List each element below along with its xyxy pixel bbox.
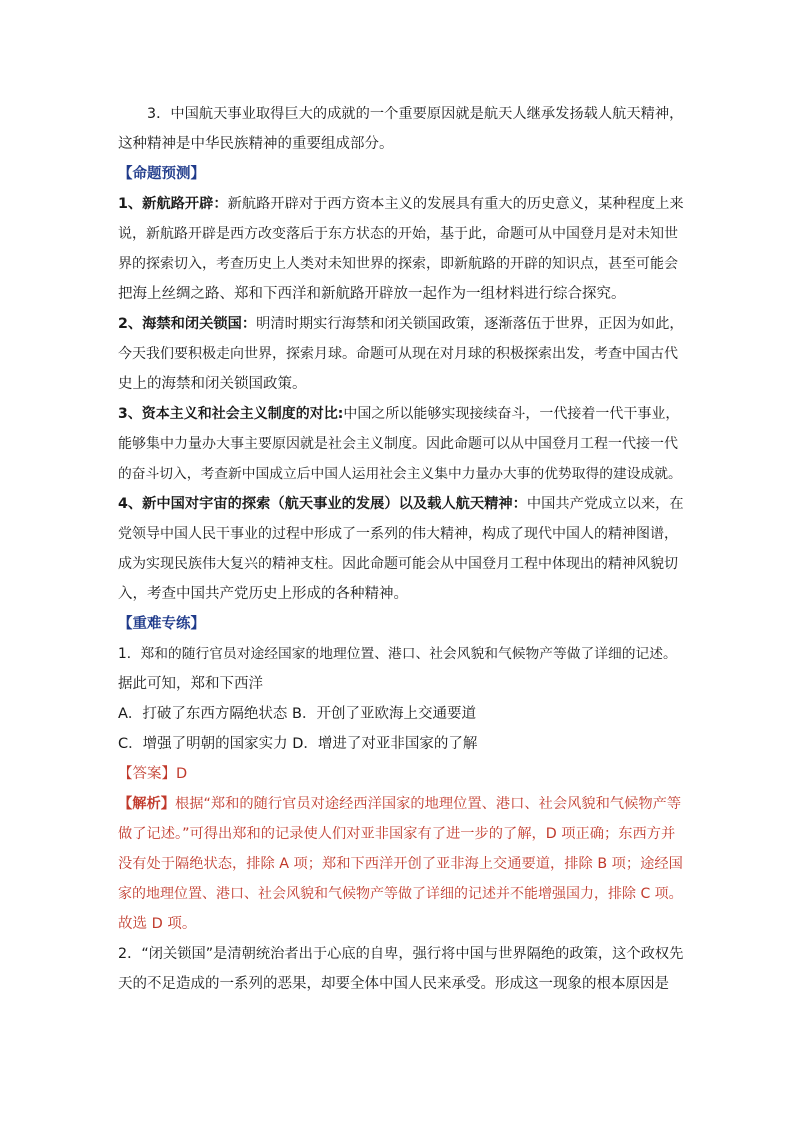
question-1-options-cd: C．增强了明朝的国家实力 D．增进了对亚非国家的了解 <box>118 736 478 752</box>
question-1-analysis-line-5: 故选 D 项。 <box>118 916 197 932</box>
forecast-item-3-lead: 3、资本主义和社会主义制度的对比: <box>118 406 344 422</box>
practice-heading: 【重难专练】 <box>118 616 205 632</box>
forecast-item-1-line-4: 把海上丝绸之路、郑和下西洋和新航路开辟放一起作为一组材料进行综合探究。 <box>118 286 626 302</box>
forecast-item-1-lead: 1、新航路开辟： <box>118 196 228 212</box>
forecast-item-3-text: 中国之所以能够实现接续奋斗，一代接着一代干事业， <box>343 406 680 422</box>
forecast-item-2-text: 明清时期实行海禁和闭关锁国政策，逐渐落伍于世界，正因为如此， <box>256 316 684 332</box>
forecast-item-1-text: 新航路开辟对于西方资本主义的发展具有重大的历史意义，某种程度上来 <box>227 196 684 212</box>
forecast-item-3-line-2: 能够集中力量办大事主要原因就是社会主义制度。因此命题可以从中国登月工程一代接一代 <box>118 436 678 452</box>
question-1-options-ab: A．打破了东西方隔绝状态 B．开创了亚欧海上交通要道 <box>118 706 476 722</box>
document-body <box>118 99 683 999</box>
forecast-item-4-line-3: 成为实现民族伟大复兴的精神支柱。因此命题可能会从中国登月工程中体现出的精神风貌切 <box>118 556 678 572</box>
forecast-item-4-line-1 <box>118 489 683 519</box>
forecast-heading: 【命题预测】 <box>118 166 205 182</box>
forecast-item-4-lead: 4、新中国对宇宙的探索（航天事业的发展）以及载人航天精神： <box>118 496 527 512</box>
analysis-text-1: 根据“郑和的随行官员对途经西洋国家的地理位置、港口、社会风貌和气候物产等 <box>175 796 682 812</box>
forecast-item-1-line-1 <box>118 189 683 219</box>
question-1-analysis-line-1 <box>118 789 683 819</box>
question-1-analysis-line-2: 做了记述。”可得出郑和的记录使人们对亚非国家有了进一步的了解，D 项正确；东西方并 <box>118 826 676 842</box>
forecast-item-4-text: 中国共产党成立以来，在 <box>526 496 684 512</box>
question-1-answer: 【答案】D <box>118 766 188 782</box>
question-1-analysis-line-4: 家的地理位置、港口、社会风貌和气候物产等做了详细的记述并不能增强国力，排除 C 项。 <box>118 886 683 902</box>
question-2-line-1: 2．“闭关锁国”是清朝统治者出于心底的自卑，强行将中国与世界隔绝的政策，这个政权先 <box>118 946 684 962</box>
question-1-line-1: 1．郑和的随行官员对途经国家的地理位置、港口、社会风貌和气候物产等做了详细的记述。 <box>118 646 677 662</box>
forecast-item-3-line-3: 的奋斗切入，考查新中国成立后中国人运用社会主义集中力量办大事的优势取得的建设成就。 <box>118 466 682 482</box>
intro-line-2: 这种精神是中华民族精神的重要组成部分。 <box>118 136 394 152</box>
forecast-item-4-line-2: 党领导中国人民干事业的过程中形成了一系列的伟大精神，构成了现代中国人的精神图谱， <box>118 526 678 542</box>
forecast-item-3-line-1 <box>118 399 683 429</box>
forecast-item-2-line-3: 史上的海禁和闭关锁国政策。 <box>118 376 307 392</box>
intro-line-1: 3．中国航天事业取得巨大的成就的一个重要原因就是航天人继承发扬载人航天精神， <box>147 106 684 122</box>
forecast-item-4-line-4: 入，考查中国共产党历史上形成的各种精神。 <box>118 586 408 602</box>
forecast-item-2-lead: 2、海禁和闭关锁国： <box>118 316 257 332</box>
forecast-item-2-line-2: 今天我们要积极走向世界，探索月球。命题可从现在对月球的积极探索出发，考查中国古代 <box>118 346 678 362</box>
forecast-item-1-line-2: 说，新航路开辟是西方改变落后于东方状态的开始，基于此，命题可从中国登月是对未知世 <box>118 226 678 242</box>
question-1-line-2: 据此可知，郑和下西洋 <box>118 676 263 692</box>
question-2-line-2: 天的不足造成的一系列的恶果，却要全体中国人民来承受。形成这一现象的根本原因是 <box>118 976 669 992</box>
forecast-item-1-line-3: 界的探索切入，考查历史上人类对未知世界的探索，即新航路的开辟的知识点，甚至可能会 <box>118 256 678 272</box>
analysis-tag: 【解析】 <box>118 796 176 812</box>
question-1-analysis-line-3: 没有处于隔绝状态，排除 A 项；郑和下西洋开创了亚非海上交通要道，排除 B 项；途经国 <box>118 856 683 872</box>
forecast-item-2-line-1 <box>118 309 683 339</box>
